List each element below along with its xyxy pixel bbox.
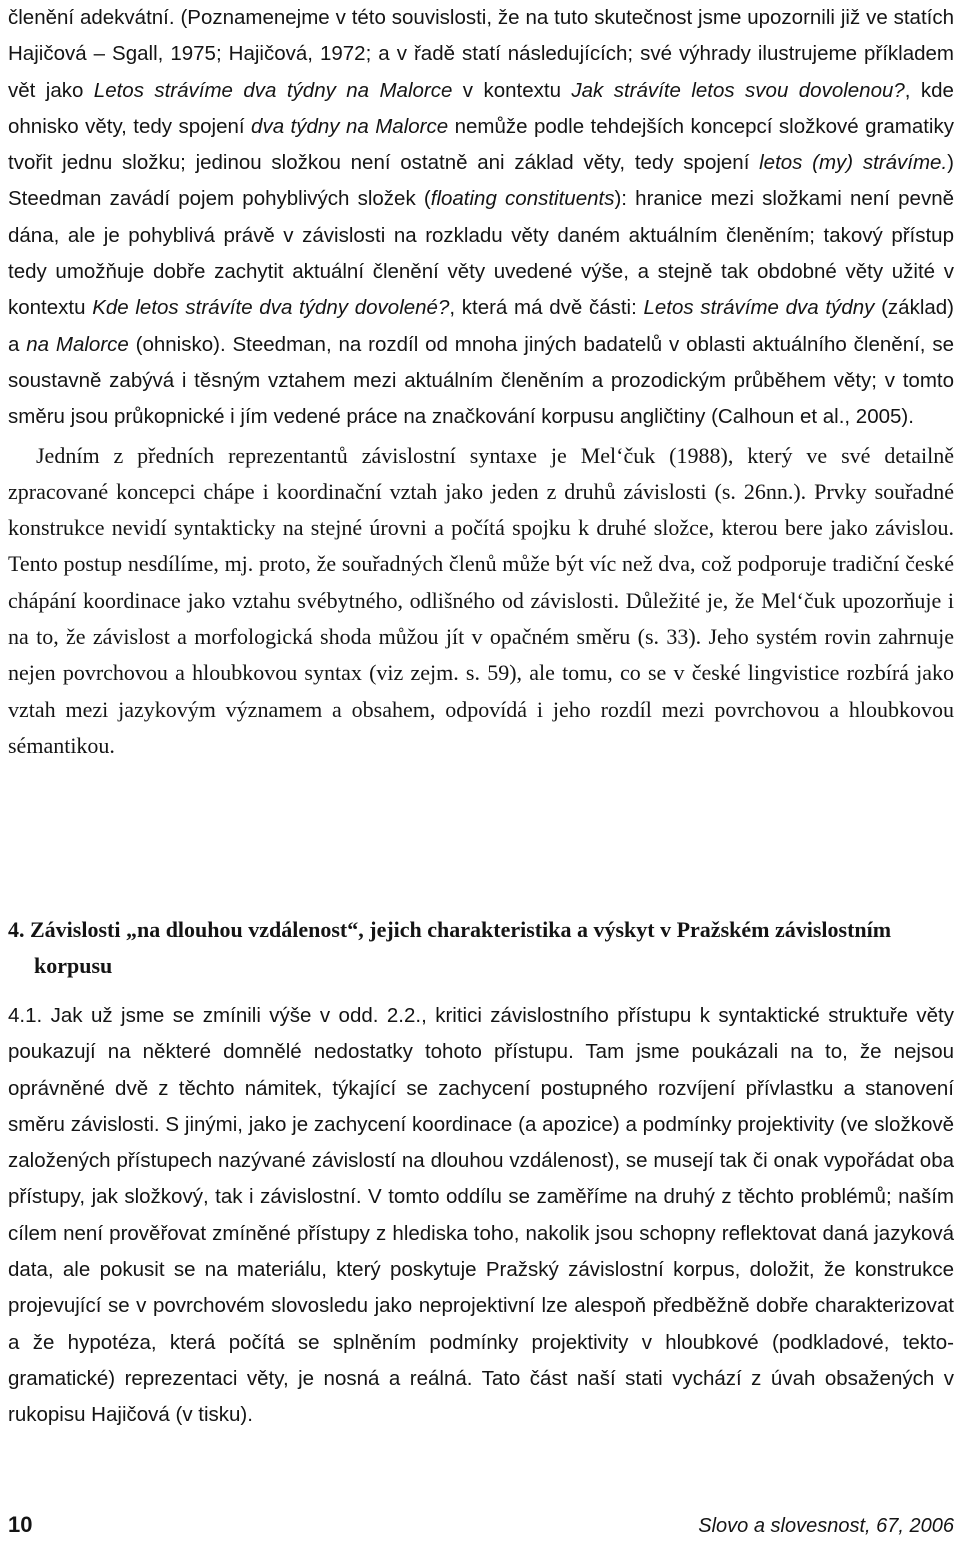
- paragraph-2: Jedním z předních reprezentantů závislostní syntaxe je Mel‘čuk (1988), který ve své detailně zpracované koncepci chápe i koordinační vztah jako jeden z druhů závislosti (s. 26nn.). Prvky souřadné konstrukce nevidí syntakticky na stejné úrovni a počítá spojku k druhé složce, kterou bere jako závislou. Tento postup nesdílíme, mj. proto, že souřadných členů může být víc než dva, což podporuje tradiční české chápání koordinace jako vztahu svébytného, odlišného od závislosti. Důležité je, že Mel‘čuk upozorňuje i na to, že závislost a morfologická shoda můžou jít v opačném směru (s. 33). Jeho systém rovin zahrnuje nejen povrchovou a hloubkovou syntax (viz zejm. s. 59), ale tomu, co se v české lingvistice rozbírá jako vztah mezi jazykovým významem a obsahem, odpovídá i jeho rozdíl mezi povrchovou a hloubkovou sémantikou.: [8, 442, 954, 758]
- paragraph-1: členění adekvátní. (Poznamenejme v této souvislosti, že na tuto skutečnost jsme upozornili již ve statích Hajičová – Sgall, 1975; Hajičová, 1972; a v řadě statí následujících; své výhrady ilustrujeme příkladem vět jako Letos strávíme dva týdny na Malorce v kontextu Jak strávíte letos svou dovolenou?, kde ohnisko věty, tedy spojení dva týdny na Malorce nemůže podle tehdejších koncepcí složkové gramatiky tvořit jednu složku; jedinou složkou není ostatně ani základ věty, tedy spojení letos (my) strávíme.) Steedman zavádí pojem pohyblivých složek (floating constituents): hranice mezi složkami není pevně dána, ale je pohyblivá právě v závislosti na rozkladu věty daném aktuálním členěním; takový přístup tedy umožňuje dobře zachytit aktuální členění věty uvedené výše, a stejně tak obdobné věty užité v kontextu Kde letos strávíte dva týdny dovolené?, která má dvě části: Letos strávíme dva týdny (základ) a na Malorce (ohnisko). Steedman, na rozdíl od mnoha jiných badatelů v oblasti aktuálního členění, se soustavně zabývá i těsným vztahem mezi aktuálním členěním a prozodickým průběhem věty; v tomto směru jsou průkopnické i jím vedené práce na značkování korpusu angličtiny (Calhoun et al., 2005).: [8, 6, 954, 429]
- section-paragraph: 4.1. Jak už jsme se zmínili výše v odd. 2.2., kritici závislostního přístupu k syntaktické struktuře věty poukazují na některé domnělé nedostatky tohoto přístupu. Tam jsme poukázali na to, že nejsou oprávněné dvě z těchto námitek, týkající se zachycení postupného rozvíjení přívlastku a stanovení směru závislosti. S jinými, jako je zachycení koordinace (a apozice) a podmínky projektivity (ve složkově založených přístupech nazývané závislostí na dlouhou vzdálenost), se musejí tak či onak vypořádat oba přístupy, jak složkový, tak i závislostní. V tomto oddílu se zaměříme na druhý z těchto problémů; naším cílem není prověřovat zmíněné přístupy z hlediska toho, nakolik jsou schopny reflektovat daná jazyková data, ale pokusit se na materiálu, který poskytuje Pražský závislostní korpus, doložit, že konstrukce projevující se v povrchovém slovosledu jako neprojektivní lze alespoň předběžně dobře charakterizovat a že hypotéza, která počítá se splněním podmínky projektivity v hloubkové (podkladové, tektogramatické) reprezentaci věty, je nosná a reálná. Tato část naší stati vychází z úvah obsažených v rukopisu Hajičová (v tisku).: [8, 1004, 954, 1427]
- journal-citation: Slovo a slovesnost, 67, 2006: [698, 1515, 954, 1537]
- page-footer: [8, 1512, 954, 1538]
- page-number: 10: [8, 1512, 33, 1537]
- body-text: [8, 0, 954, 764]
- section-heading: 4. Závislosti „na dlouhou vzdálenost“, jejich charakteristika a výskyt v Pražském závislostním korpusu: [8, 917, 892, 978]
